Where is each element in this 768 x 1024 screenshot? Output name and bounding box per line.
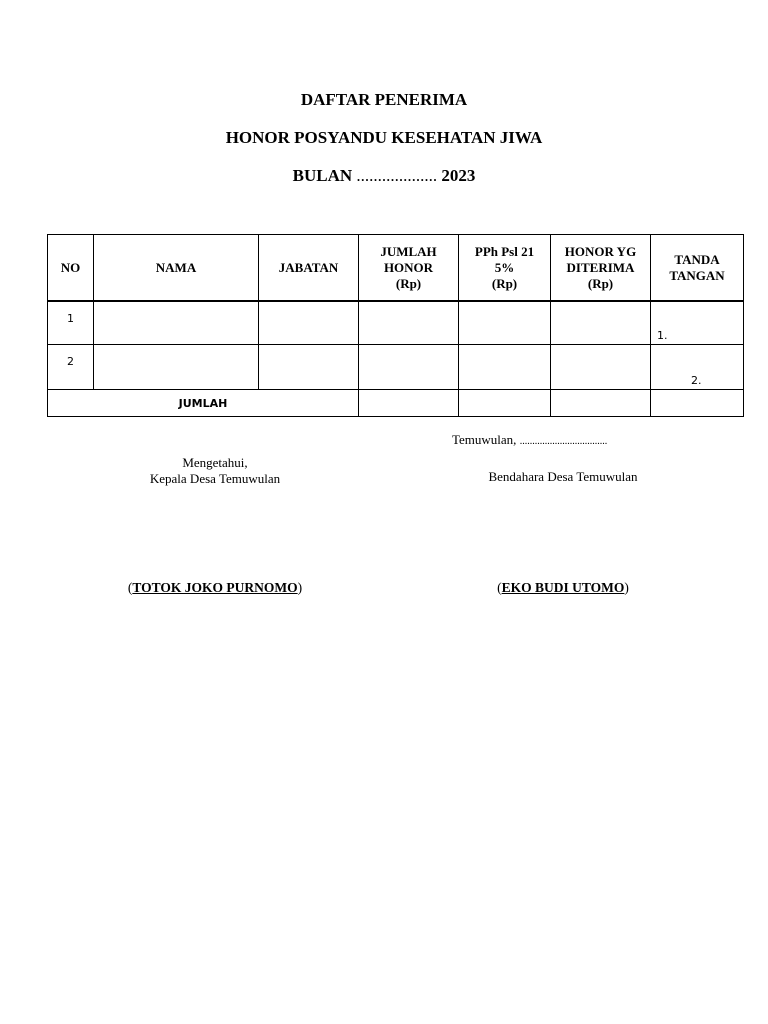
- column-header-line: NAMA: [155, 259, 197, 275]
- approver-title: Kepala Desa Temuwulan: [149, 471, 281, 486]
- column-header-tanda-tangan: [651, 235, 744, 302]
- total-honor-diterima-cell: [551, 390, 651, 417]
- nama-cell: [94, 345, 259, 390]
- treasurer-name-line: (EKO BUDI UTOMO): [497, 580, 629, 595]
- treasurer-title: Bendahara Desa Temuwulan: [488, 469, 638, 484]
- approver-label: Mengetahui,: [182, 455, 248, 470]
- total-row: [48, 390, 744, 417]
- row-number: 2: [48, 345, 94, 390]
- column-header-no: [48, 235, 94, 302]
- column-header-pph: [459, 235, 551, 302]
- column-header-line: NO: [60, 259, 81, 275]
- column-header-line: DITERIMA: [566, 259, 635, 275]
- approver-name: TOTOK JOKO PURNOMO: [132, 580, 298, 595]
- column-header-line: HONOR: [383, 259, 434, 275]
- period-label: BULAN: [292, 166, 353, 185]
- column-header-honor-diterima: [551, 235, 651, 302]
- document-subtitle: HONOR POSYANDU KESEHATAN JIWA: [225, 128, 543, 147]
- row-number: 1: [48, 301, 94, 345]
- column-header-line: (Rp): [491, 275, 518, 291]
- nama-cell: [94, 301, 259, 345]
- document-period: [0, 166, 768, 186]
- column-header-line: (Rp): [587, 275, 614, 291]
- place-label: Temuwulan,: [452, 432, 517, 447]
- column-header-line: JABATAN: [278, 259, 339, 275]
- document-title: DAFTAR PENERIMA: [300, 90, 468, 109]
- treasurer-name: EKO BUDI UTOMO: [501, 580, 625, 595]
- column-header-nama: [94, 235, 259, 302]
- signature-cell: 1.: [651, 301, 744, 345]
- table-row: [48, 345, 744, 390]
- jumlah-honor-cell: [359, 345, 459, 390]
- column-header-line: (Rp): [395, 275, 422, 291]
- period-blank: ...................: [356, 166, 438, 185]
- place-date-line: [452, 432, 607, 450]
- total-label: JUMLAH: [48, 390, 359, 417]
- total-signature-cell: [651, 390, 744, 417]
- column-header-line: TANDA: [674, 251, 720, 267]
- column-header-line: JUMLAH: [380, 243, 437, 259]
- honor-diterima-cell: [551, 301, 651, 345]
- column-header-line: 5%: [494, 259, 515, 275]
- date-blank: ...................................: [519, 436, 608, 447]
- column-header-line: PPh Psl 21: [474, 243, 535, 259]
- jabatan-cell: [259, 345, 359, 390]
- treasurer-block: [450, 469, 676, 485]
- column-header-line: HONOR YG: [564, 243, 637, 259]
- total-pph-cell: [459, 390, 551, 417]
- signature-cell: 2.: [651, 345, 744, 390]
- jabatan-cell: [259, 301, 359, 345]
- table-header-row: [48, 235, 744, 302]
- table-row: [48, 301, 744, 345]
- column-header-line: TANGAN: [669, 267, 725, 283]
- pph-cell: [459, 345, 551, 390]
- column-header-jabatan: [259, 235, 359, 302]
- honor-diterima-cell: [551, 345, 651, 390]
- approver-name-line: (TOTOK JOKO PURNOMO): [127, 580, 303, 595]
- jumlah-honor-cell: [359, 301, 459, 345]
- recipient-table: [47, 234, 744, 417]
- total-jumlah-honor-cell: [359, 390, 459, 417]
- period-year: 2023: [441, 166, 476, 185]
- approver-block: [115, 455, 315, 487]
- pph-cell: [459, 301, 551, 345]
- column-header-jumlah-honor: [359, 235, 459, 302]
